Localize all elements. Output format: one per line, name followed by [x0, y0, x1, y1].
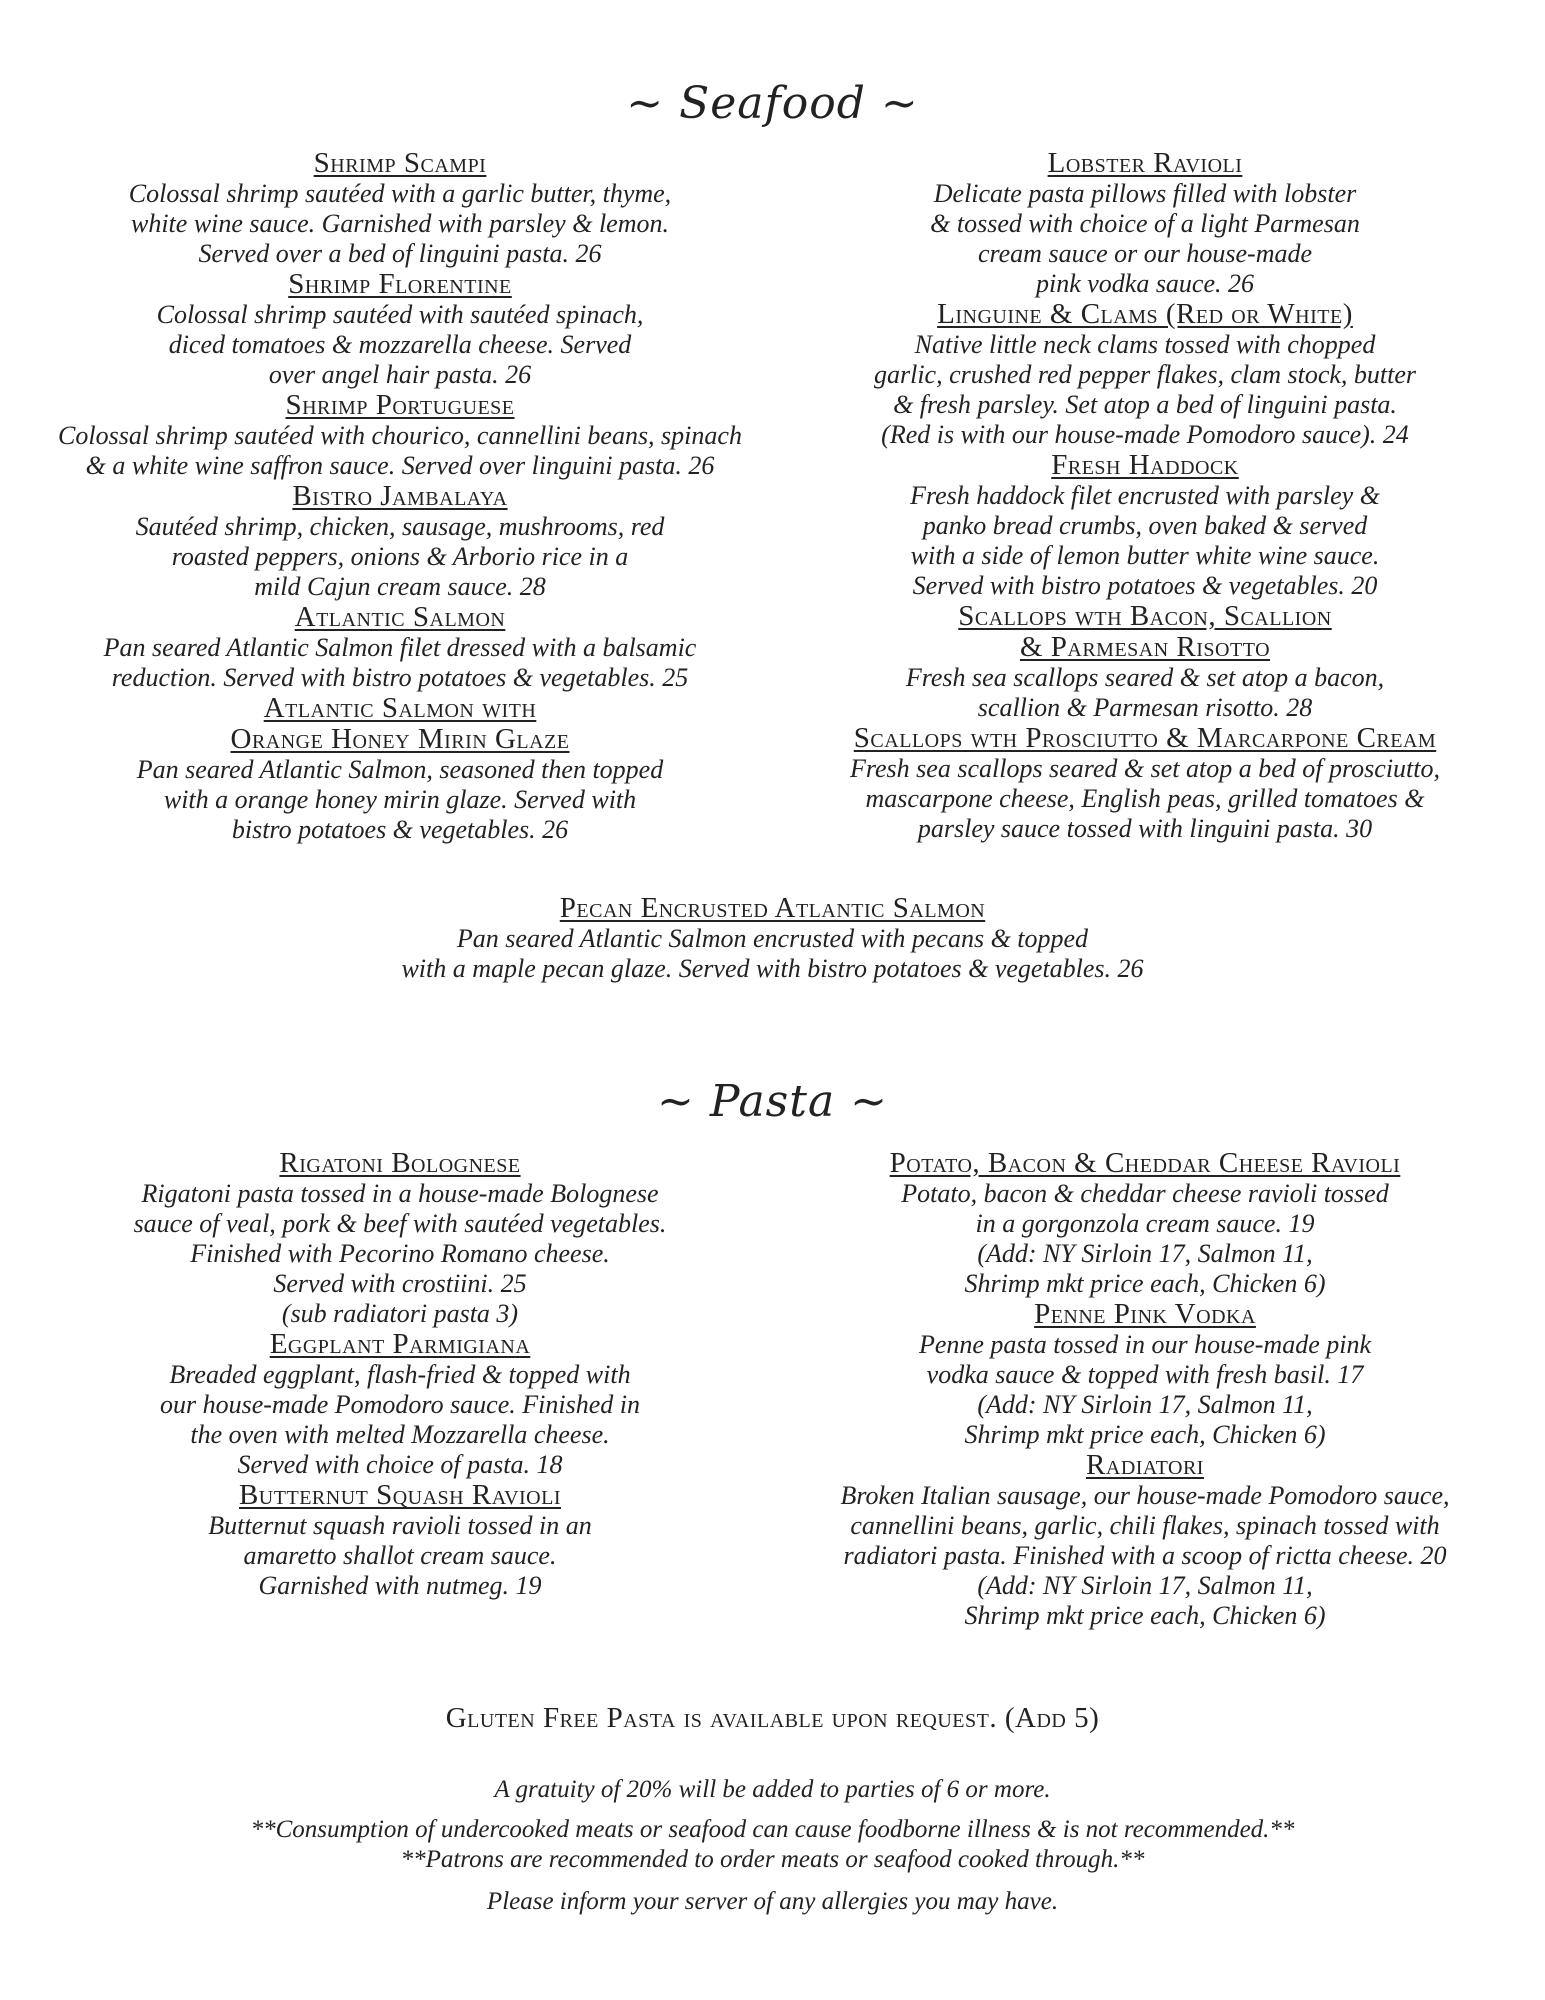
item-name: Penne Pink Vodka — [1034, 1298, 1256, 1330]
item-name: Atlantic Salmon with Orange Honey Mirin Glaze — [230, 692, 570, 755]
item-name: Shrimp Florentine — [288, 268, 512, 300]
item-description: Delicate pasta pillows filled with lobster & tossed with choice of a light Parmesan cream sauce or our house-made pink vodka sauce. 26 — [930, 179, 1360, 298]
item-description: Fresh haddock filet encrusted with parsley & panko bread crumbs, oven baked & served with a side of lemon butter white wine sauce. Served with bistro potatoes & vegetables. 20 — [910, 481, 1380, 600]
item-name: Pecan Encrusted Atlantic Salmon — [559, 892, 986, 924]
pasta-title: ~ Pasta ~ — [656, 1076, 889, 1127]
item-description: Fresh sea scallops seared & set atop a bed of prosciutto, mascarpone cheese, English peas, grilled tomatoes & parsley sauce tossed with linguini pasta. 30 — [849, 754, 1440, 843]
menu-item — [800, 601, 1490, 723]
menu-item — [55, 390, 745, 481]
item-name: Atlantic Salmon — [294, 601, 506, 633]
item-description: Fresh sea scallops seared & set atop a bacon, scallion & Parmesan risotto. 28 — [905, 663, 1385, 722]
pasta-left-column — [55, 1148, 745, 1601]
menu-item — [55, 1480, 745, 1601]
menu-item — [800, 450, 1490, 601]
item-description: Pan seared Atlantic Salmon encrusted with pecans & topped with a maple pecan glaze. Served with bistro potatoes & vegetables. 26 — [401, 924, 1144, 983]
patrons-note: **Patrons are recommended to order meats or seafood cooked through.** — [400, 1846, 1145, 1873]
menu-item — [55, 693, 745, 845]
item-description: Broken Italian sausage, our house-made Pomodoro sauce, cannellini beans, garlic, chili flakes, spinach tossed with radiatori pasta. Finished with a scoop of rictta cheese. 20 (Add: NY Sirloin 17, Salmon 11, Shrimp mkt price each, Chicken 6) — [840, 1481, 1450, 1630]
item-description: Breaded eggplant, flash-fried & topped with our house-made Pomodoro sauce. Finished in the oven with melted Mozzarella cheese. Served with choice of pasta. 18 — [160, 1360, 640, 1479]
menu-item — [55, 148, 745, 269]
gluten-free-note: Gluten Free Pasta is available upon request. (Add 5) — [445, 1702, 1100, 1734]
item-name: Bistro Jambalaya — [292, 480, 508, 512]
item-description: Colossal shrimp sautéed with a garlic butter, thyme, white wine sauce. Garnished with parsley & lemon. Served over a bed of linguini pasta. 26 — [128, 179, 672, 268]
seafood-left-column — [55, 148, 745, 845]
item-name: Shrimp Portuguese — [285, 389, 515, 421]
consumption-warning: **Consumption of undercooked meats or seafood can cause foodborne illness & is not recommended.** — [250, 1816, 1295, 1843]
item-name: Eggplant Parmigiana — [269, 1328, 531, 1360]
menu-item — [55, 481, 745, 602]
menu-item — [800, 148, 1490, 299]
item-name: Fresh Haddock — [1051, 449, 1239, 481]
item-name: Shrimp Scampi — [313, 147, 487, 179]
item-description: Potato, bacon & cheddar cheese ravioli tossed in a gorgonzola cream sauce. 19 (Add: NY Sirloin 17, Salmon 11, Shrimp mkt price each, Chicken 6) — [901, 1179, 1389, 1298]
item-name: Lobster Ravioli — [1047, 147, 1243, 179]
menu-item — [800, 1299, 1490, 1450]
menu-item — [55, 602, 745, 693]
item-name: Butternut Squash Ravioli — [238, 1479, 562, 1511]
item-description: Rigatoni pasta tossed in a house-made Bolognese sauce of veal, pork & beef with sautéed vegetables. Finished with Pecorino Romano cheese. Served with crostiini. 25 (sub radiatori pasta 3) — [133, 1179, 667, 1328]
item-description: Pan seared Atlantic Salmon, seasoned then topped with a orange honey mirin glaze. Served with bistro potatoes & vegetables. 26 — [136, 755, 664, 844]
pasta-right-column — [800, 1148, 1490, 1631]
menu-item — [800, 1450, 1490, 1631]
menu-item — [55, 269, 745, 390]
item-description: Colossal shrimp sautéed with chourico, cannellini beans, spinach & a white wine saffron sauce. Served over linguini pasta. 26 — [58, 421, 742, 480]
gratuity-note: A gratuity of 20% will be added to parties of 6 or more. — [494, 1776, 1051, 1803]
menu-item — [55, 1148, 745, 1329]
item-name: Potato, Bacon & Cheddar Cheese Ravioli — [889, 1147, 1401, 1179]
seafood-right-column — [800, 148, 1490, 844]
menu-item — [55, 1329, 745, 1480]
seafood-center-item — [250, 893, 1295, 984]
item-name: Linguine & Clams (Red or White) — [937, 298, 1353, 330]
allergies-note: Please inform your server of any allergies you may have. — [486, 1888, 1059, 1915]
menu-item — [800, 299, 1490, 450]
item-description: Butternut squash ravioli tossed in an amaretto shallot cream sauce. Garnished with nutmeg. 19 — [208, 1511, 592, 1600]
item-name: Scallops wth Bacon, Scallion & Parmesan Risotto — [958, 600, 1332, 663]
seafood-title: ~ Seafood ~ — [626, 78, 919, 129]
item-description: Native little neck clams tossed with chopped garlic, crushed red pepper flakes, clam stock, butter & fresh parsley. Set atop a bed of linguini pasta. (Red is with our house-made Pomodoro sauce). 24 — [873, 330, 1417, 449]
item-description: Pan seared Atlantic Salmon filet dressed with a balsamic reduction. Served with bistro potatoes & vegetables. 25 — [103, 633, 697, 692]
item-name: Radiatori — [1086, 1449, 1204, 1481]
item-description: Sautéed shrimp, chicken, sausage, mushrooms, red roasted peppers, onions & Arborio rice in a mild Cajun cream sauce. 28 — [135, 512, 665, 601]
item-name: Scallops wth Prosciutto & Marcarpone Cream — [853, 722, 1437, 754]
menu-item — [800, 723, 1490, 844]
menu-item — [800, 1148, 1490, 1299]
item-name: Rigatoni Bolognese — [279, 1147, 521, 1179]
item-description: Colossal shrimp sautéed with sautéed spinach, diced tomatoes & mozzarella cheese. Served over angel hair pasta. 26 — [156, 300, 644, 389]
item-description: Penne pasta tossed in our house-made pink vodka sauce & topped with fresh basil. 17 (Add: NY Sirloin 17, Salmon 11, Shrimp mkt price each, Chicken 6) — [918, 1330, 1372, 1449]
